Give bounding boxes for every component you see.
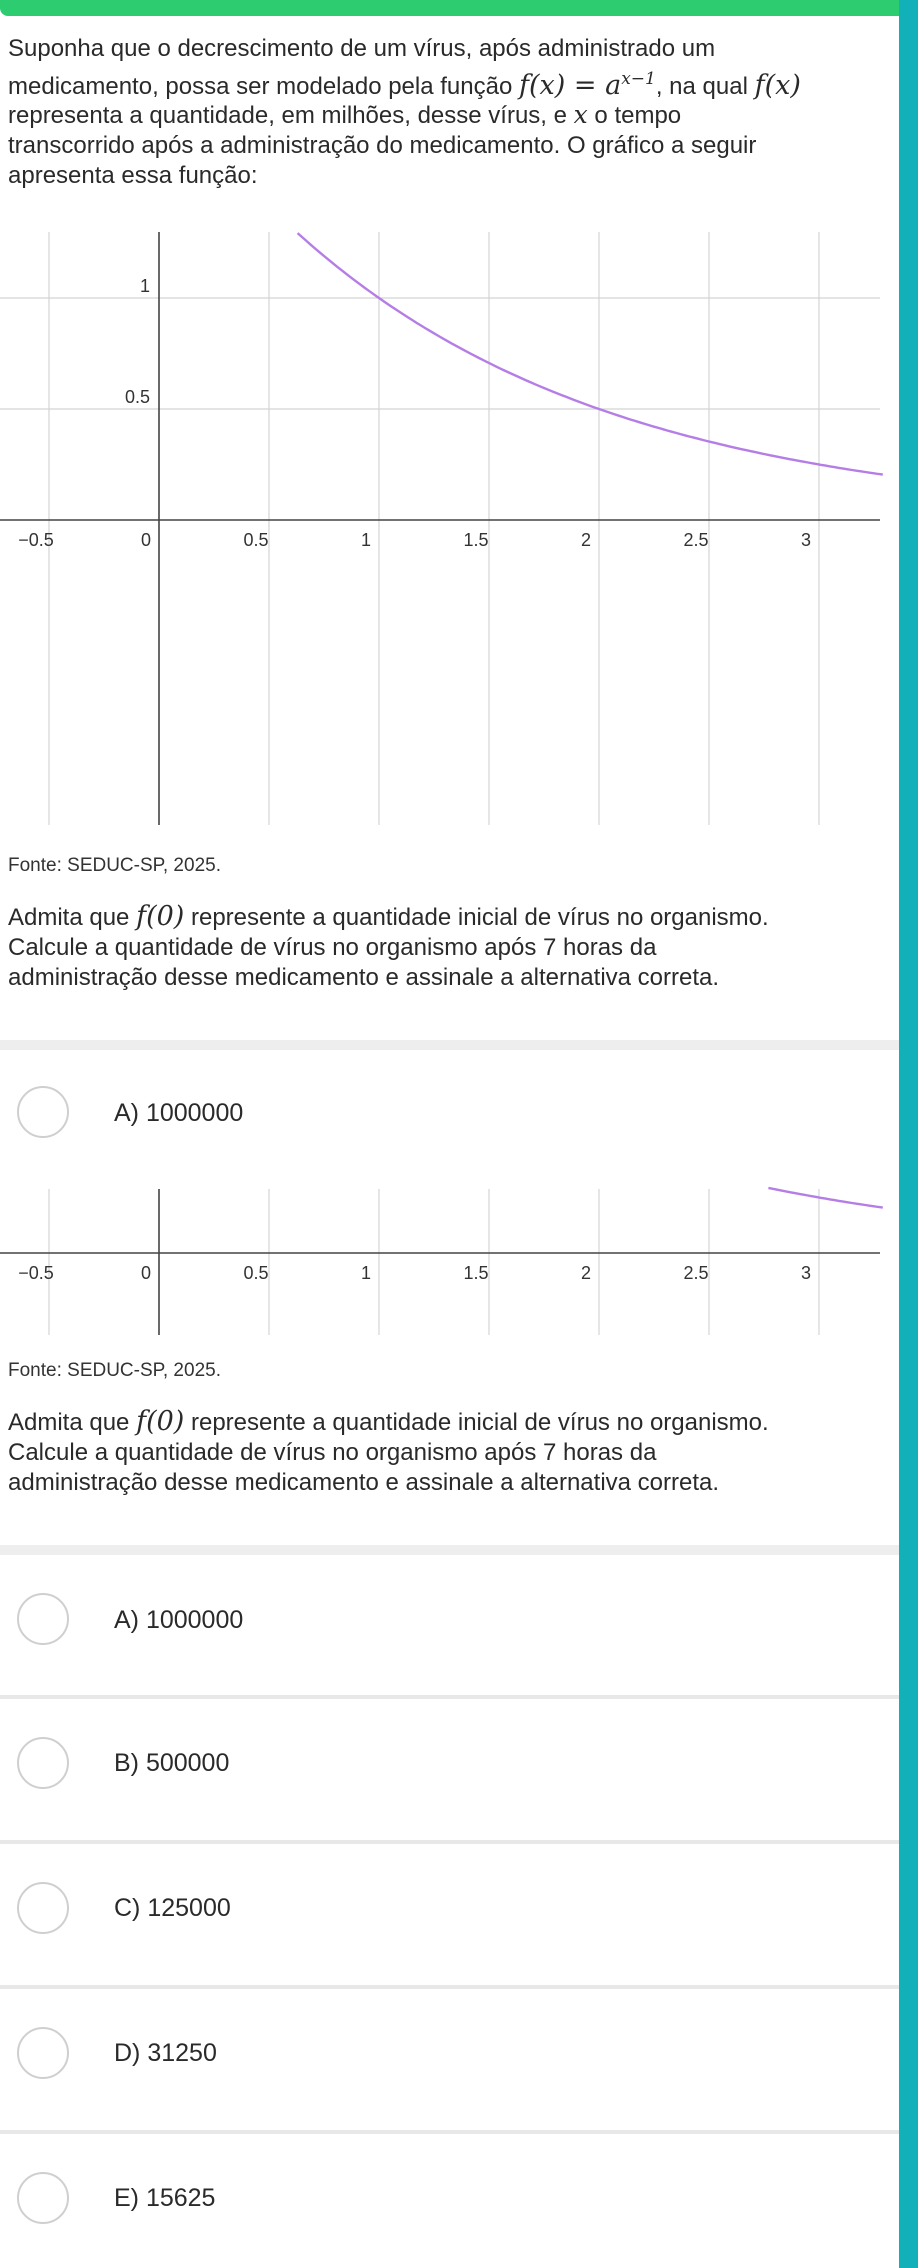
x-tick-label: 2 xyxy=(580,1263,592,1283)
x-tick-label: 1.5 xyxy=(463,1263,489,1283)
prompt-line: administração desse medicamento e assinale a alternativa correta. xyxy=(8,964,720,991)
x-tick-label: 0.5 xyxy=(243,1263,269,1283)
option-c[interactable] xyxy=(0,1844,899,1976)
radio-circle-icon[interactable] xyxy=(17,1882,69,1934)
radio-circle-icon[interactable] xyxy=(17,1737,69,1789)
option-a[interactable] xyxy=(0,1050,899,1182)
prompt-text: Admita que xyxy=(8,1409,137,1436)
radio-circle-icon[interactable] xyxy=(17,1593,69,1645)
option-e[interactable] xyxy=(0,2134,899,2266)
option-d[interactable] xyxy=(0,1989,899,2121)
chart-source: Fonte: SEDUC-SP, 2025. xyxy=(8,855,221,876)
prompt-text: represente a quantidade inicial de vírus no organismo. xyxy=(184,1409,769,1436)
prompt-line: Calcule a quantidade de vírus no organismo após 7 horas da xyxy=(8,1439,657,1466)
function-symbol: f(x) xyxy=(518,70,566,101)
intro-line xyxy=(8,64,888,101)
base-a: a xyxy=(605,70,622,101)
exponent: x−1 xyxy=(621,69,656,89)
f0-symbol: f(0) xyxy=(136,1406,185,1437)
option-a[interactable] xyxy=(0,1555,899,1687)
function-chart xyxy=(0,225,899,830)
x-tick-label: 0.5 xyxy=(243,530,269,550)
intro-text: representa a quantidade, em milhões, desse vírus, e xyxy=(8,102,574,129)
question-prompt xyxy=(8,902,888,993)
x-tick-label: 2.5 xyxy=(683,1263,709,1283)
x-tick-label: −0.5 xyxy=(18,530,54,550)
top-accent-bar xyxy=(0,0,918,16)
x-tick-label: 1 xyxy=(360,530,372,550)
option-b[interactable] xyxy=(0,1699,899,1831)
x-tick-label: 0 xyxy=(140,1263,152,1283)
radio-circle-icon[interactable] xyxy=(17,2027,69,2079)
intro-text: o tempo xyxy=(587,102,682,129)
x-tick-label: 2 xyxy=(580,530,592,550)
question-prompt xyxy=(8,1407,888,1498)
x-tick-label: 1 xyxy=(360,1263,372,1283)
chart-source: Fonte: SEDUC-SP, 2025. xyxy=(8,1360,221,1381)
chart-svg xyxy=(0,225,899,825)
intro-text: medicamento, possa ser modelado pela função xyxy=(8,73,519,100)
intro-text: , na qual xyxy=(655,73,755,100)
function-curve xyxy=(768,1188,882,1208)
x-tick-label: 2.5 xyxy=(683,530,709,550)
function-symbol: f(x) xyxy=(754,70,801,101)
chart-svg xyxy=(0,1180,899,1335)
radio-circle-icon[interactable] xyxy=(17,2172,69,2224)
option-label: D) 31250 xyxy=(114,2039,217,2067)
option-label: A) 1000000 xyxy=(114,1099,244,1127)
prompt-text: represente a quantidade inicial de vírus no organismo. xyxy=(184,904,769,931)
radio-circle-icon[interactable] xyxy=(17,1086,69,1138)
prompt-line: administração desse medicamento e assinale a alternativa correta. xyxy=(8,1469,720,1496)
section-divider xyxy=(0,1545,899,1555)
x-tick-label: 1.5 xyxy=(463,530,489,550)
option-label: E) 15625 xyxy=(114,2184,216,2212)
option-label: C) 125000 xyxy=(114,1894,231,1922)
x-tick-label: 3 xyxy=(800,1263,812,1283)
x-tick-label: 0 xyxy=(140,530,152,550)
y-tick-label: 0.5 xyxy=(124,387,150,407)
function-chart-partial xyxy=(0,1180,899,1340)
right-scroll-rail[interactable] xyxy=(899,0,918,2268)
function-curve xyxy=(298,233,883,475)
prompt-text: Admita que xyxy=(8,904,137,931)
intro-line: transcorrido após a administração do medicamento. O gráfico a seguir xyxy=(8,132,757,159)
section-divider xyxy=(0,1040,899,1050)
prompt-line: Calcule a quantidade de vírus no organismo após 7 horas da xyxy=(8,934,657,961)
f0-symbol: f(0) xyxy=(136,901,185,932)
question-intro xyxy=(8,34,888,191)
x-tick-label: 3 xyxy=(800,530,812,550)
equals-sign: = xyxy=(565,70,606,101)
option-label: A) 1000000 xyxy=(114,1606,244,1634)
intro-line: apresenta essa função: xyxy=(8,162,258,189)
intro-line xyxy=(8,100,888,131)
intro-line: Suponha que o decrescimento de um vírus, após administrado um xyxy=(8,35,716,62)
variable-x: x xyxy=(573,100,588,129)
option-label: B) 500000 xyxy=(114,1749,230,1777)
x-tick-label: −0.5 xyxy=(18,1263,54,1283)
function-base xyxy=(605,70,656,101)
y-tick-label: 1 xyxy=(139,276,150,296)
prompt-line xyxy=(8,1407,888,1438)
prompt-line xyxy=(8,902,888,933)
